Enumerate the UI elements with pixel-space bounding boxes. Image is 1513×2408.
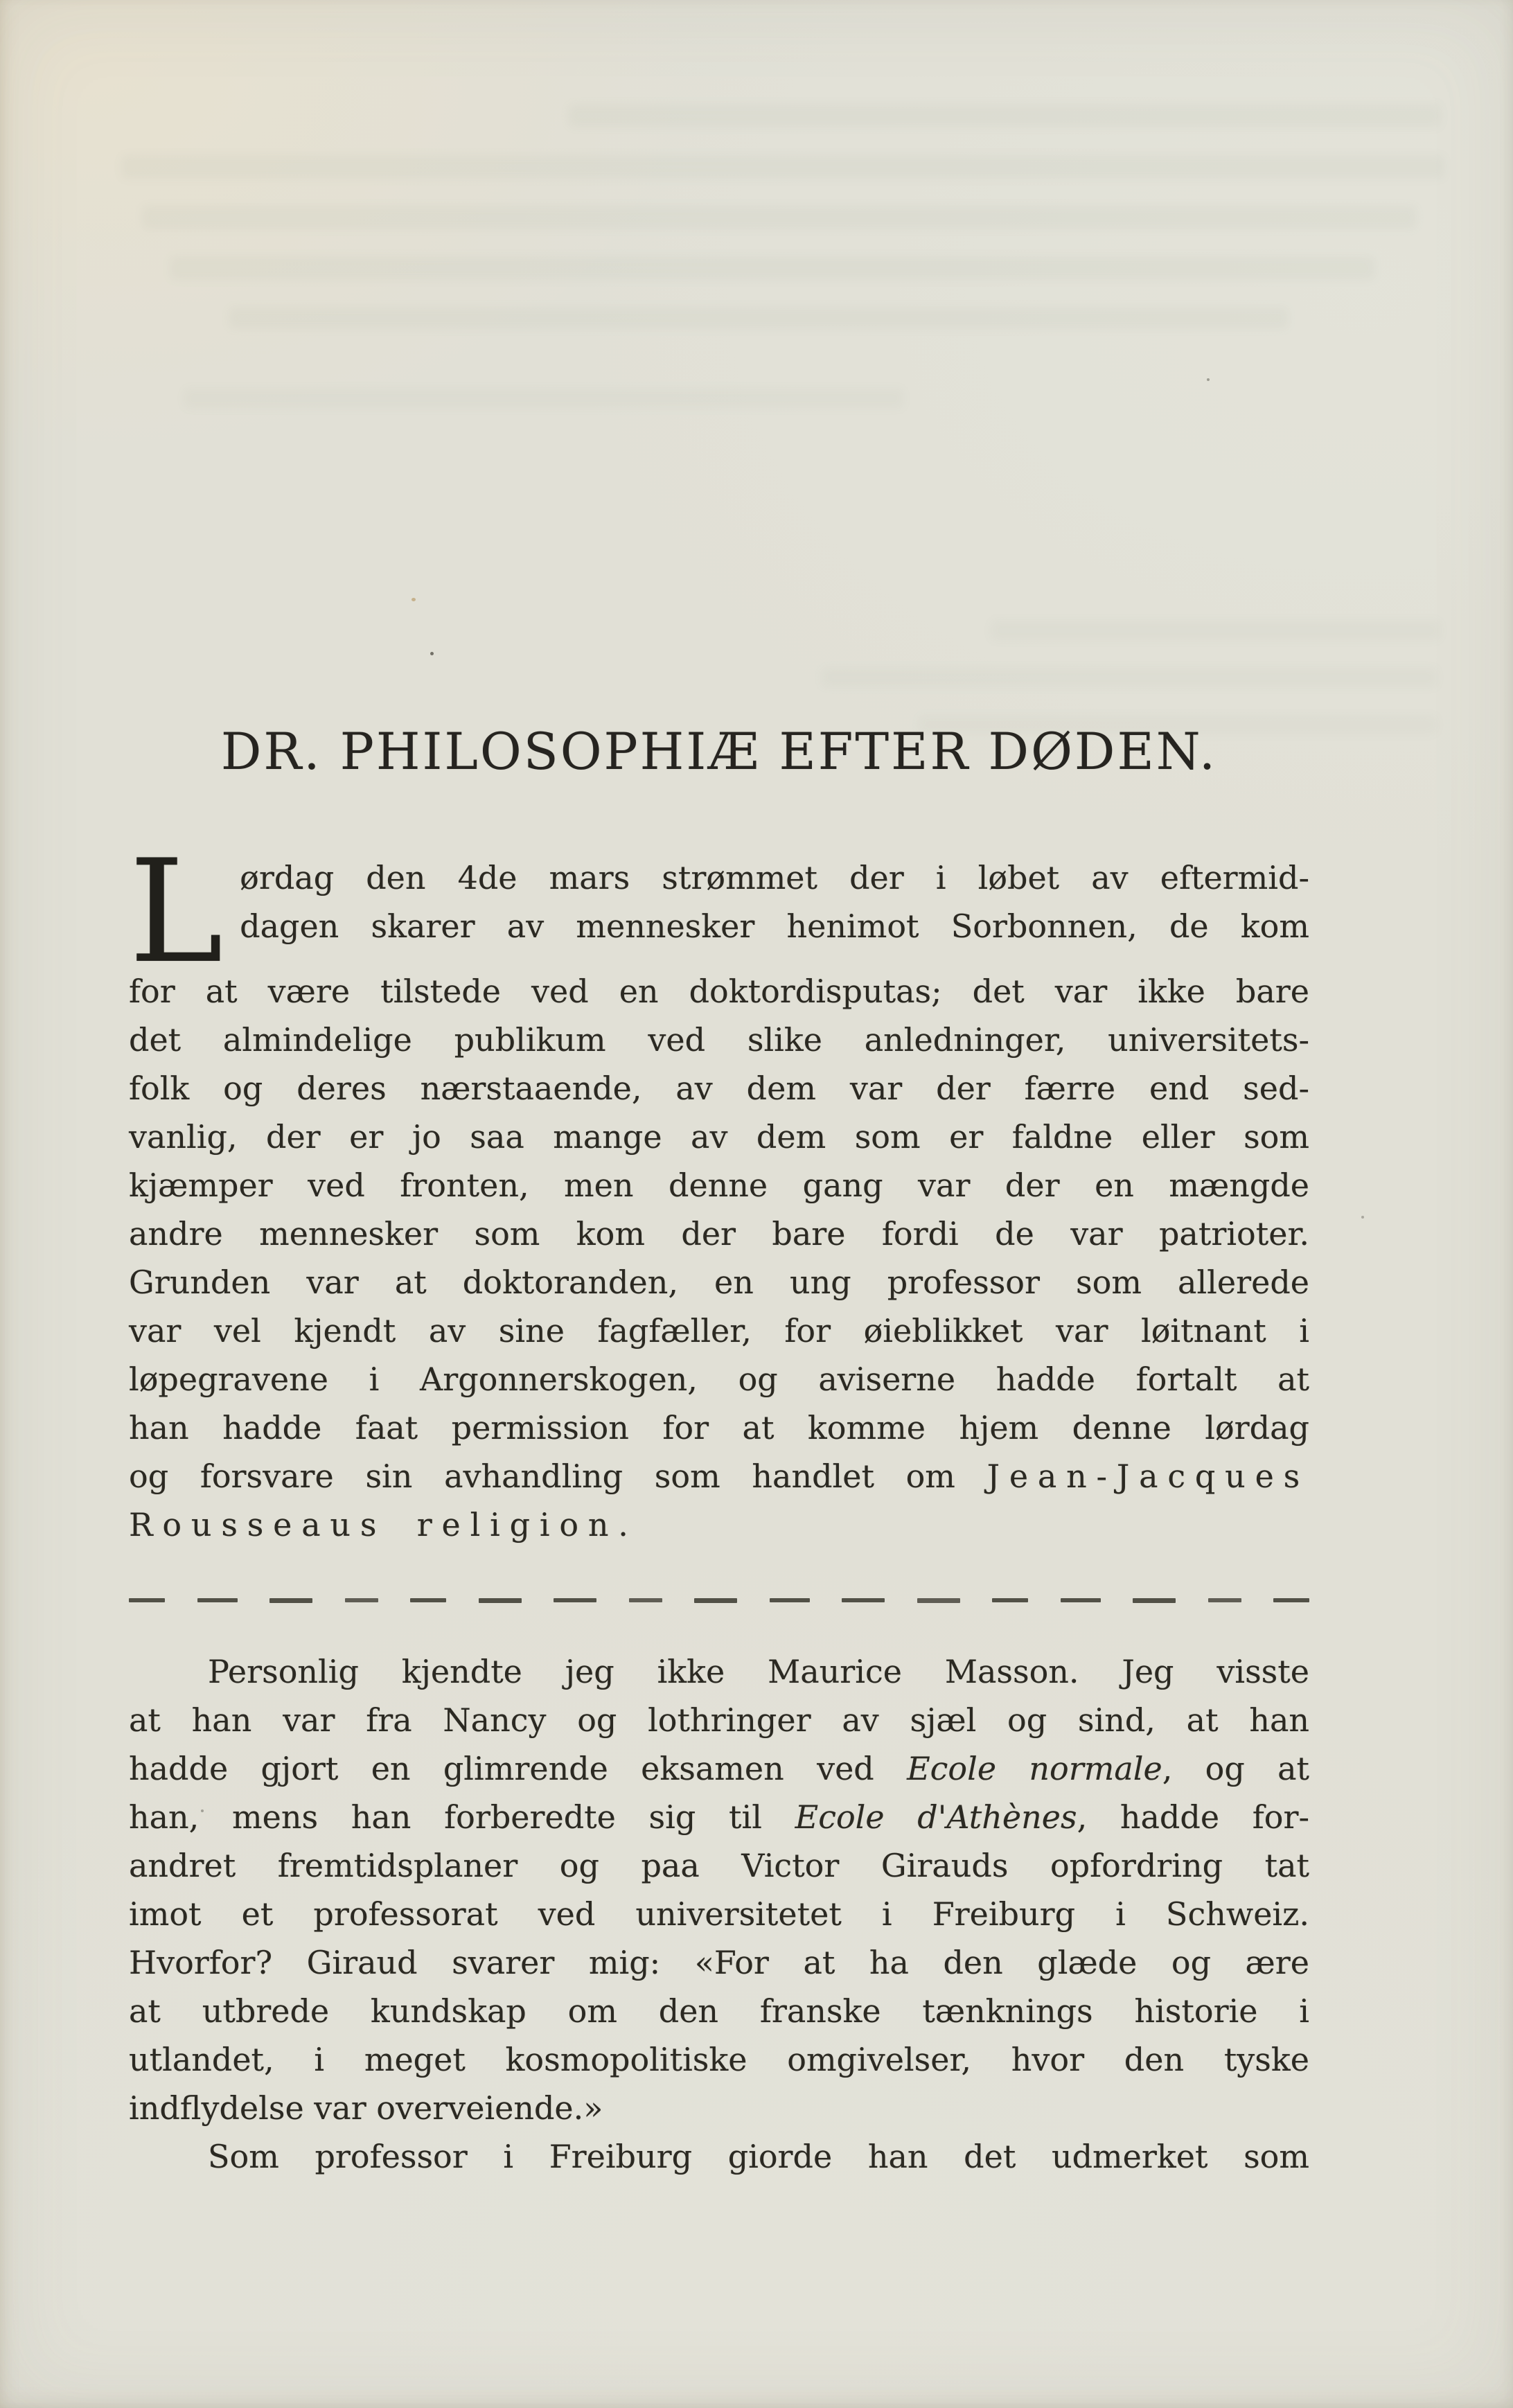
text-run: Som professor i Freiburg giorde han det udmerket som [208,2138,1309,2175]
text-line [129,1210,1309,1258]
text-line [129,1841,1309,1890]
text-run: vanlig, der er jo saa mange av dem som er faldne eller som [129,1118,1309,1156]
text-run: at utbrede kundskap om den franske tænknings historie i [129,1992,1309,2030]
letterspaced-text: Jean-Jacques [986,1458,1309,1495]
text-run: det almindelige publikum ved slike anledninger, universitets- [129,1021,1309,1059]
separator-dash [770,1598,810,1602]
text-line [129,1404,1309,1452]
text-line [129,1938,1309,1987]
text-run: var vel kjendt av sine fagfæller, for øieblikket var løitnant i [129,1312,1309,1349]
text-run: folk og deres nærstaaende, av dem var der færre end sed- [129,1070,1309,1107]
text-run: dagen skarer av mennesker henimot Sorbonnen, de kom [240,908,1309,945]
text-run: løpegravene i Argonnerskogen, og aviserne hadde fortalt at [129,1361,1309,1398]
text-line [129,2132,1309,2181]
text-run: andret fremtidsplaner og paa Victor Girauds opfordring tat [129,1847,1309,1884]
text-run: hadde gjort en glimrende eksamen ved [129,1750,908,1787]
text-line [129,967,1309,1016]
separator-dash [1133,1598,1176,1603]
text-line [129,1258,1309,1307]
text-line [129,1987,1309,2035]
text-line [129,1161,1309,1210]
text-run: Grunden var at doktoranden, en ung professor som allerede [129,1264,1309,1301]
text-run: at han var fra Nancy og lothringer av sjæl og sind, at han [129,1701,1309,1739]
text-line [129,1696,1309,1744]
text-line [129,1452,1309,1500]
text-run: han, mens han forberedte sig til [129,1798,795,1836]
text-line [129,1500,1309,1549]
separator-dash [345,1598,378,1602]
separator-dash [1273,1598,1309,1602]
italic-text: Ecole normale [907,1750,1162,1787]
text-line [129,1744,1309,1793]
text-run: , og at [1162,1750,1310,1787]
text-line [129,1016,1309,1064]
text-run: indflydelse var overveiende.» [129,2089,603,2127]
separator-dash [917,1598,960,1603]
separator-dash [629,1598,662,1602]
text-line [129,1307,1309,1355]
text-line [129,2084,1309,2132]
text-line [129,1113,1309,1161]
text-line [129,1647,1309,1696]
paragraph-p1 [129,830,1309,1549]
paper-speck [1361,1216,1364,1219]
text-run: kjæmper ved fronten, men denne gang var der en mængde [129,1167,1309,1204]
paragraph-p3 [129,2132,1309,2181]
text-column [129,0,1309,2181]
text-run: Personlig kjendte jeg ikke Maurice Masson. Jeg visste [208,1653,1309,1690]
text-line [129,1890,1309,1938]
separator-dash [1061,1598,1101,1602]
text-line [240,853,1309,902]
text-line [129,1064,1309,1113]
italic-text: Ecole d'Athènes [795,1798,1077,1836]
body-text [129,830,1310,2181]
separator-dash [554,1598,596,1602]
separator-dash [1208,1598,1241,1602]
separator-dash [479,1598,522,1603]
text-run: , hadde for- [1077,1798,1309,1836]
text-run: imot et professorat ved universitetet i Freiburg i Schweiz. [129,1895,1309,1933]
text-line [129,1355,1309,1404]
text-run: han hadde faat permission for at komme hjem denne lørdag [129,1409,1309,1446]
separator-dash [129,1598,165,1602]
text-run: Hvorfor? Giraud svarer mig: «For at ha den glæde og ære [129,1944,1309,1981]
separator-dash [992,1598,1028,1602]
text-run: andre mennesker som kom der bare fordi de var patrioter. [129,1215,1309,1252]
separator-dash [410,1598,446,1602]
separator-dash [694,1598,737,1603]
text-line [240,902,1309,950]
page-title: DR. PHILOSOPHIÆ EFTER DØDEN. [220,723,1218,781]
letterspaced-text: Rousseaus religion. [129,1506,638,1543]
text-run: og forsvare sin avhandling som handlet om [129,1458,987,1495]
text-line [129,2035,1309,2084]
text-run: ørdag den 4de mars strømmet der i løbet av eftermid- [240,859,1309,896]
paragraph-p2 [129,1647,1309,2132]
dashed-separator [129,1597,1309,1603]
text-run: for at være tilstede ved en doktordisputas; det var ikke bare [129,973,1309,1010]
separator-dash [269,1598,312,1603]
separator-dash [842,1598,885,1602]
drop-cap: L [129,830,224,995]
separator-dash [197,1598,238,1602]
text-run: utlandet, i meget kosmopolitiske omgivelser, hvor den tyske [129,2041,1309,2078]
dropcap-lines [240,853,1309,950]
text-line [129,1793,1309,1841]
